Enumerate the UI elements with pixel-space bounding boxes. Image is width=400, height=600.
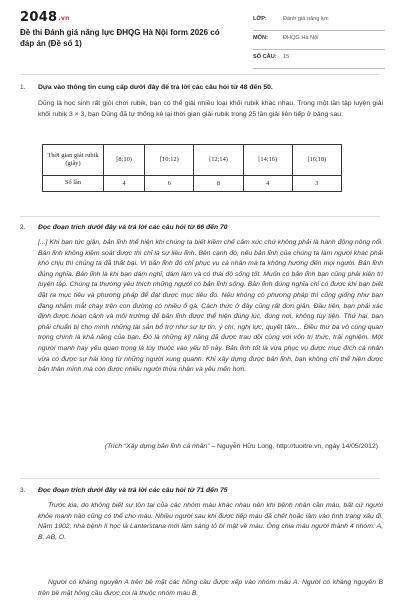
- citation-title: (Trích “Xây dựng bản lĩnh cá nhân” –: [104, 443, 217, 450]
- question-1-paragraph: Dũng là học sinh rất giỏi chơi rubik, bạn có thể giải nhiều loại khối rubik khác nhau. Trong một lần tập luyện giải khối rubik 3 × 3, bạn Dũng đã tự thống kê lại thời gian giải rubik trong 25 lần giải liên tiếp ở bảng sau:: [38, 100, 383, 118]
- table-cell: 6: [145, 175, 194, 191]
- question-2-paragraph: [...] Khi bạn tức giận, bản lĩnh thể hiện khi chúng ta biết kiềm chế cảm xúc chứ không phải là hành động nông nổi. Bản lĩnh không kiềm soát được thì chỉ là sự liều lĩnh. Bên cạnh đó, nếu bản lĩnh của chúng ta làm người khác phải khó chịu thì chúng ta đã thất bại. Vì bản lĩnh đó chỉ phục vụ cá nhân mà ta không hướng đến mọi người. Bản lĩnh đúng nghĩa. Bản lĩnh là khi bạn dám nghĩ, dám làm và có thái độ sống tốt. Muốn có bản lĩnh bạn cũng phải kiên trì luyện tập. Chúng ta thường yêu thích những người có bản lĩnh sống. Bản lĩnh đúng nghĩa chỉ có được khi bạn biết đặt ra mục tiêu và phương pháp để đạt được mục tiêu đó. Nếu không có phương pháp thì cũng giống như bạn đang nhắm mắt chạy trên con đường có nhiều ổ gà. Cách thức ở đây cũng rất đơn giản. Đầu tiên, bạn phải xác định được hoàn cảnh và môi trường để bản lĩnh được thể hiện đúng lúc, đúng nơi, không tùy tiện. Thứ hai, bạn phải chuẩn bị cho mình những tài sản bổ trợ như sự tự tin, ý chí, nghị lực, quyết tâm... Điều thứ ba vô cùng quan trọng chính là khả năng của bạn. Đó là những kỹ năng đã được trau dồi cùng với vốn tri thức, trải nghiệm. Một người mạnh hay yếu quan trọng là tùy thuộc vào yếu tố này. Bản lĩnh tốt là vừa phục vụ được mục đích cá nhân vừa có được sự hài lòng từ những người xung quanh. Khi xây dựng được bản lĩnh, bạn không chỉ thể hiện được bản thân mình mà còn được nhiều người thừa nhận và yêu mến hơn.: [38, 239, 383, 374]
- info-value: 15: [283, 54, 290, 60]
- question-3-paragraph-2: Người có kháng nguyên A trên bề mặt các hồng cầu được xếp vào nhóm máu A. Người có kháng nguyên B trên bề mặt hồng cầu được coi là thuộc nhóm máu B.: [38, 579, 383, 597]
- table-row: [43, 145, 342, 176]
- table-cell: 4: [104, 175, 145, 191]
- table-cell: 4: [243, 175, 292, 191]
- info-key: LỚP:: [253, 16, 267, 22]
- logo-suffix: .vn: [58, 15, 70, 22]
- question-2-title: Đọc đoạn trích dưới đây và trả lời các câu hỏi từ 66 đến 70: [38, 224, 228, 231]
- exam-title: Đề thi Đánh giá năng lực ĐHQG Hà Nội form 2026 có đáp án (Đề số 1): [20, 28, 220, 48]
- exam-info-box: [253, 12, 385, 69]
- logo-main-text: 2048: [20, 10, 58, 25]
- info-value: ĐHQG Hà Nội: [283, 35, 319, 41]
- section-divider: [20, 478, 380, 479]
- question-1-title: Dựa vào thông tin cung cấp dưới đây để trả lời các câu hỏi từ 48 đến 50.: [38, 84, 273, 91]
- info-key: SỐ CÂU:: [253, 54, 277, 60]
- table-header-label: Thời gian giải rubik (giây): [43, 145, 104, 176]
- info-row-subject: [253, 31, 385, 50]
- table-row-label: Số lần: [43, 175, 104, 191]
- section-divider: [20, 216, 380, 217]
- table-cell: 3: [292, 175, 341, 191]
- rubik-frequency-table: [42, 144, 342, 192]
- info-row-count: [253, 50, 385, 69]
- page-header: [0, 0, 400, 62]
- question-1-number: 1.: [20, 84, 26, 91]
- question-3-title: Đọc đoạn trích dưới đây và trả lời các câu hỏi từ 71 đến 75: [38, 487, 228, 494]
- site-logo[interactable]: [20, 10, 70, 25]
- table-cell: 8: [194, 175, 243, 191]
- table-row: [43, 175, 342, 191]
- table-column-header: [16;18): [292, 145, 341, 176]
- question-3-paragraph-1: Trước kia, do không biết sự tồn tại của các nhóm máu khác nhau nên khi bệnh nhân cần máu, bất cứ người khỏe mạnh nào cũng có thể cho máu. Nhiều người sau khi được tiếp máu đã chết hoặc lâm vào tình trạng xấu đi. Năm 1902, nhà bệnh lí học là Lanterstana mới làm sáng tỏ bí mật về máu. Ông chia máu người thành 4 nhóm: A, B, AB, O.: [38, 502, 383, 541]
- table-column-header: [10;12): [145, 145, 194, 176]
- info-value: Đánh giá năng lực: [283, 16, 329, 22]
- citation-source: Nguyễn Hữu Long, http://tuoitre.vn, ngày 14/05/2012): [217, 443, 378, 450]
- question-3-number: 3.: [20, 487, 26, 494]
- question-2-number: 2.: [20, 224, 26, 231]
- header-divider: [20, 74, 380, 75]
- table-column-header: [12;14): [194, 145, 243, 176]
- table-column-header: [14;16): [243, 145, 292, 176]
- question-2-citation: [38, 442, 378, 453]
- table-column-header: [8;10): [104, 145, 145, 176]
- info-key: MÔN:: [253, 35, 268, 41]
- info-row-class: [253, 12, 385, 31]
